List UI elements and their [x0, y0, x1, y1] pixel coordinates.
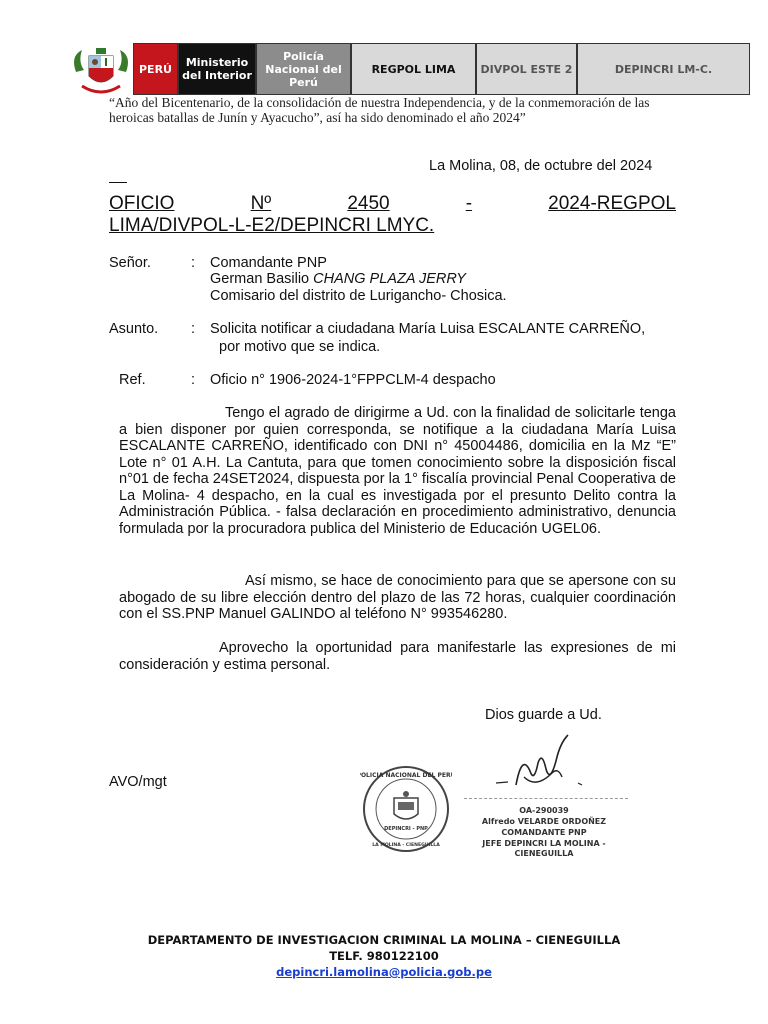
date-line: La Molina, 08, de octubre del 2024: [429, 158, 653, 174]
asunto-line-2: por motivo que se indica.: [219, 339, 381, 355]
coat-of-arms-logo: [68, 42, 134, 98]
footer-email-link[interactable]: depincri.lamolina@policia.gob.pe: [276, 965, 492, 979]
senor-label: Señor.: [109, 255, 151, 271]
footer-email-row: [0, 964, 768, 980]
header-depincri-cell: DEPINCRI LM-C.: [577, 43, 750, 95]
header-peru-cell: PERÚ: [133, 43, 178, 95]
ref-label: Ref.: [119, 372, 146, 388]
initials: AVO/mgt: [109, 774, 167, 790]
body-paragraph-1: Tengo el agrado de dirigirme a Ud. con la finalidad de solicitarle tenga a bien disponer por quien corresponda, se notifique a la ciudadana María Luisa ESCALANTE CARREÑO, identificado con DNI n° 45004486, domicilia en la Mz “E” Lote n° 01 A.H. La Cantuta, para que tomen conocimiento sobre la disposición fiscal n°01 de fecha 24SET2024, dispuesta por la 1° fiscalía provincial Penal Cooperativa de La Molina- 4 despacho, en la cual es investigada por el presunto Delito contra la Administración Pública. - falsa declaración en procedimiento administrativo, denuncia formulada por la procuradora publica del Ministerio de Educación UGEL06.: [119, 405, 676, 537]
footer-department: DEPARTAMENTO DE INVESTIGACION CRIMINAL LA MOLINA – CIENEGUILLA: [147, 933, 621, 947]
oficio-line-2: LIMA/DIVPOL-L-E2/DEPINCRI LMYC.: [109, 215, 435, 236]
senor-name-italic: CHANG PLAZA JERRY: [313, 271, 466, 287]
oficio-word-1: OFICIO: [109, 193, 175, 214]
senor-colon: :: [191, 255, 196, 271]
senor-line-3: Comisario del distrito de Lurigancho- Chosica.: [210, 288, 507, 304]
ref-text: Oficio n° 1906-2024-1°FPPCLM-4 despacho: [210, 372, 496, 388]
senor-line-1: Comandante PNP: [210, 255, 327, 271]
signature-post: JEFE DEPINCRI LA MOLINA - CIENEGUILLA: [482, 839, 606, 858]
header-ministry-cell: Ministerio del Interior: [178, 43, 256, 95]
asunto-line-1: Solicita notificar a ciudadana María Luisa ESCALANTE CARREÑO,: [210, 321, 646, 337]
year-motto: “Año del Bicentenario, de la consolidación de nuestra Independencia, y de la conmemoración de las heroicas batallas de Junín y Ayacucho”, así ha sido denominado el año 2024”: [109, 95, 650, 125]
closing-text: Dios guarde a Ud.: [485, 707, 602, 723]
handwritten-signature: [486, 733, 596, 793]
svg-text:DEPINCRI - PNP: DEPINCRI - PNP: [384, 826, 428, 832]
body-paragraph-2: Así mismo, se hace de conocimiento para que se apersone con su abogado de su libre elección dentro del plazo de las 72 horas, cualquier coordinación con el SS.PNP Manuel GALINDO al teléfono N° 993546280.: [119, 573, 676, 622]
oficio-word-3: 2450: [347, 193, 390, 214]
oficio-word-5: 2024-REGPOL: [548, 193, 676, 214]
signature-line: [464, 798, 628, 799]
svg-text:POLICIA NACIONAL DEL PERU: POLICIA NACIONAL DEL PERU: [360, 772, 452, 779]
footer-phone: TELF. 980122100: [329, 949, 439, 963]
header-police-cell: Policía Nacional del Perú: [256, 43, 351, 95]
header-regpol-cell: REGPOL LIMA: [351, 43, 476, 95]
body-paragraph-3: Aprovecho la oportunidad para manifestarle las expresiones de mi consideración y estima personal.: [119, 640, 676, 673]
oficio-word-2: Nº: [250, 193, 272, 214]
ref-colon: :: [191, 372, 196, 388]
asunto-label: Asunto.: [109, 321, 159, 337]
header-divpol-cell: DIVPOL ESTE 2: [476, 43, 577, 95]
police-seal-stamp: [360, 764, 452, 854]
senor-line-2: [210, 271, 466, 287]
divider-mark: [109, 182, 127, 183]
senor-name-prefix: German Basilio: [210, 271, 314, 287]
oficio-word-4: -: [465, 193, 473, 214]
signature-name: Alfredo VELARDE ORDOÑEZ: [481, 817, 607, 826]
signature-id: OA-290039: [519, 806, 569, 815]
signature-rank: COMANDANTE PNP: [501, 828, 587, 837]
oficio-heading: [109, 193, 676, 237]
asunto-colon: :: [191, 321, 196, 337]
svg-text:LA MOLINA - CIENEGUILLA: LA MOLINA - CIENEGUILLA: [372, 843, 440, 848]
